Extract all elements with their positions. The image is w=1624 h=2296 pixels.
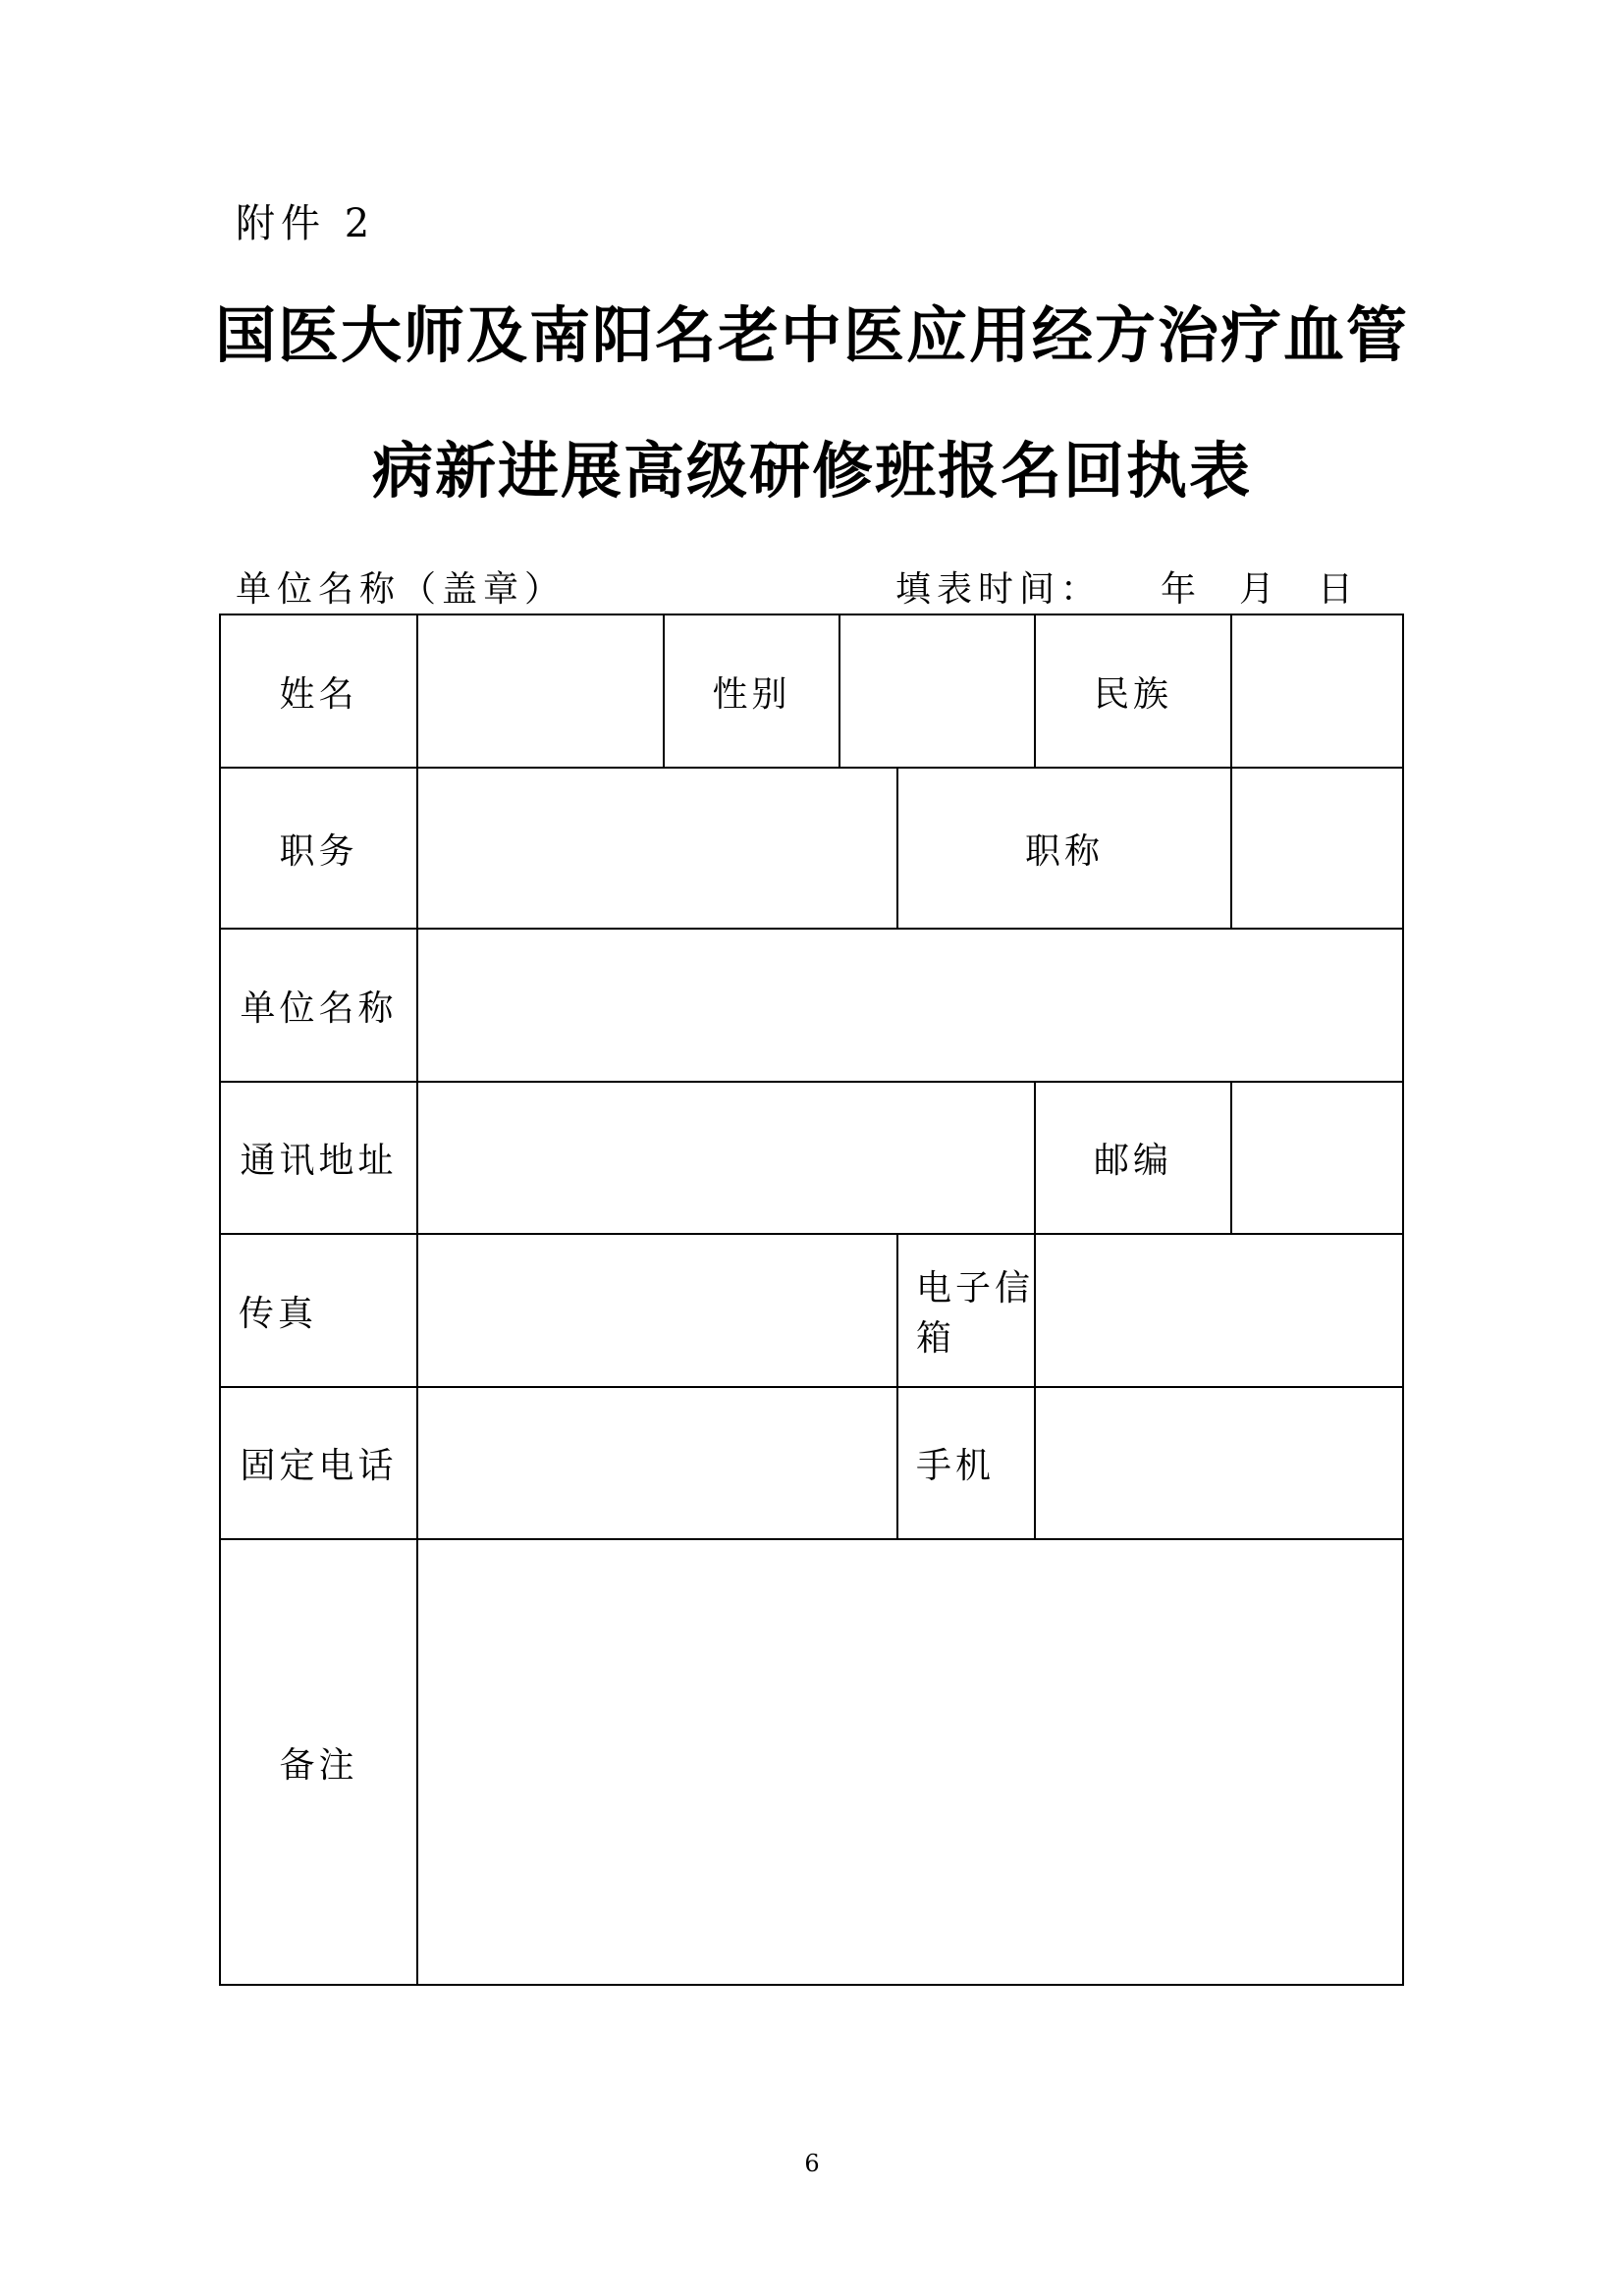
registration-form-table (219, 614, 1404, 1986)
fill-date-line (895, 561, 1359, 612)
gender-label: 性别 (664, 614, 839, 768)
ethnicity-label: 民族 (1035, 614, 1231, 768)
fax-label: 传真 (220, 1234, 417, 1387)
form-row-position (220, 768, 1403, 929)
year-label: 年 (1161, 569, 1203, 610)
address-label: 通讯地址 (220, 1082, 417, 1234)
ethnicity-field[interactable] (1231, 614, 1403, 768)
remarks-field[interactable] (417, 1539, 1403, 1985)
postcode-field[interactable] (1231, 1082, 1403, 1234)
form-title-line-2: 病新进展高级研修班报名回执表 (371, 435, 1252, 507)
month-label: 月 (1239, 569, 1281, 610)
name-label: 姓名 (220, 614, 417, 768)
landline-field[interactable] (417, 1387, 897, 1539)
unit-name-field[interactable] (417, 929, 1403, 1082)
mobile-label: 手机 (897, 1387, 1035, 1539)
attachment-label: 附件 2 (236, 201, 376, 246)
postcode-label: 邮编 (1035, 1082, 1231, 1234)
form-row-unit (220, 929, 1403, 1082)
fax-field[interactable] (417, 1234, 897, 1387)
professional-title-field[interactable] (1231, 768, 1403, 929)
form-row-phone (220, 1387, 1403, 1539)
email-field[interactable] (1035, 1234, 1403, 1387)
name-field[interactable] (417, 614, 664, 768)
page-number: 6 (804, 2150, 820, 2177)
gender-field[interactable] (839, 614, 1035, 768)
form-row-name (220, 614, 1403, 768)
remarks-label: 备注 (220, 1539, 417, 1985)
unit-name-label: 单位名称 (220, 929, 417, 1082)
position-label: 职务 (220, 768, 417, 929)
form-title-line-1: 国医大师及南阳名老中医应用经方治疗血管 (214, 299, 1409, 371)
professional-title-label: 职称 (897, 768, 1231, 929)
form-row-fax (220, 1234, 1403, 1387)
fill-date-label: 填表时间： (895, 569, 1103, 610)
email-label: 电子信箱 (897, 1234, 1035, 1387)
mobile-field[interactable] (1035, 1387, 1403, 1539)
day-label: 日 (1318, 569, 1360, 610)
form-row-address (220, 1082, 1403, 1234)
position-field[interactable] (417, 768, 897, 929)
address-field[interactable] (417, 1082, 1035, 1234)
landline-label: 固定电话 (220, 1387, 417, 1539)
unit-seal-label: 单位名称（盖章） (236, 569, 567, 610)
form-row-remarks (220, 1539, 1403, 1985)
